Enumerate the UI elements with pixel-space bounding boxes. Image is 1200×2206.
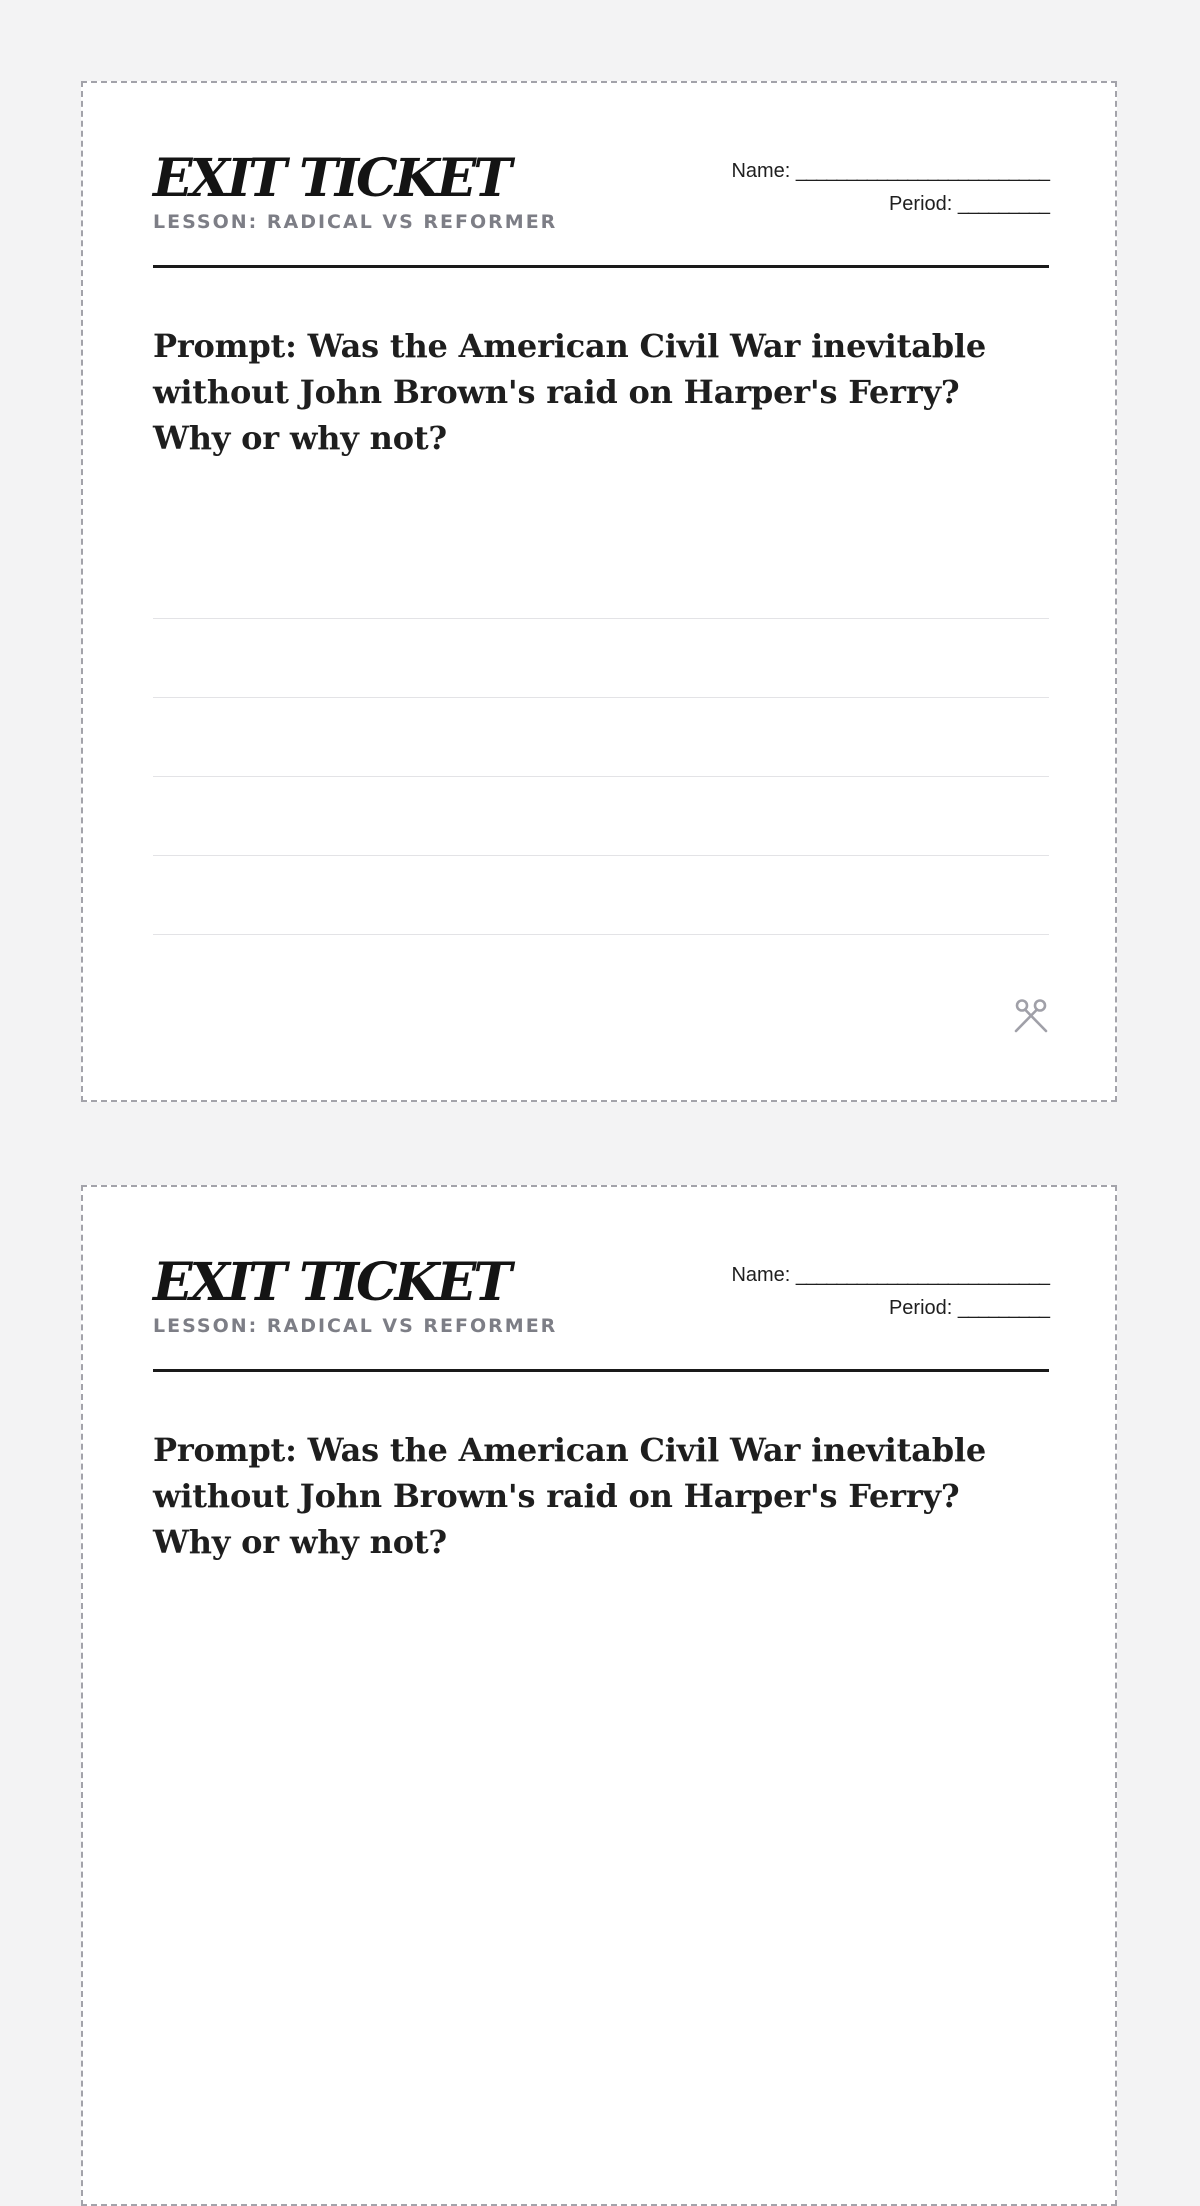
name-blank: _________________________ (795, 1264, 1049, 1286)
answer-line[interactable] (153, 777, 1049, 856)
prompt-text: Prompt: Was the American Civil War inevitable without John Brown's raid on Harper's Ferry? Why or why not? (153, 1431, 987, 1561)
name-blank: _________________________ (795, 160, 1049, 182)
prompt-text: Prompt: Was the American Civil War inevitable without John Brown's raid on Harper's Ferry? Why or why not? (153, 327, 987, 457)
period-field[interactable] (731, 1292, 1049, 1325)
student-info (731, 155, 1049, 221)
period-field[interactable] (731, 188, 1049, 221)
lesson-subtitle: LESSON: RADICAL VS REFORMER (153, 1315, 558, 1337)
period-blank: _________ (957, 1297, 1049, 1319)
student-info (731, 1259, 1049, 1325)
period-blank: _________ (957, 193, 1049, 215)
answer-line[interactable] (153, 540, 1049, 619)
answer-line[interactable] (153, 856, 1049, 935)
exit-ticket-card (81, 81, 1117, 1102)
answer-line[interactable] (153, 698, 1049, 777)
answer-lines[interactable] (153, 540, 1049, 935)
name-label: Name: (731, 1264, 791, 1286)
scissors-icon (1013, 998, 1049, 1034)
header-divider (153, 265, 1049, 268)
ticket-title: EXIT TICKET (153, 1252, 510, 1313)
exit-ticket-card (81, 1185, 1117, 2206)
answer-line[interactable] (153, 619, 1049, 698)
lesson-subtitle: LESSON: RADICAL VS REFORMER (153, 211, 558, 233)
period-label: Period: (888, 1297, 953, 1319)
header-divider (153, 1369, 1049, 1372)
ticket-title: EXIT TICKET (153, 148, 510, 209)
name-field[interactable] (731, 1259, 1049, 1292)
name-label: Name: (731, 160, 791, 182)
name-field[interactable] (731, 155, 1049, 188)
period-label: Period: (888, 193, 953, 215)
